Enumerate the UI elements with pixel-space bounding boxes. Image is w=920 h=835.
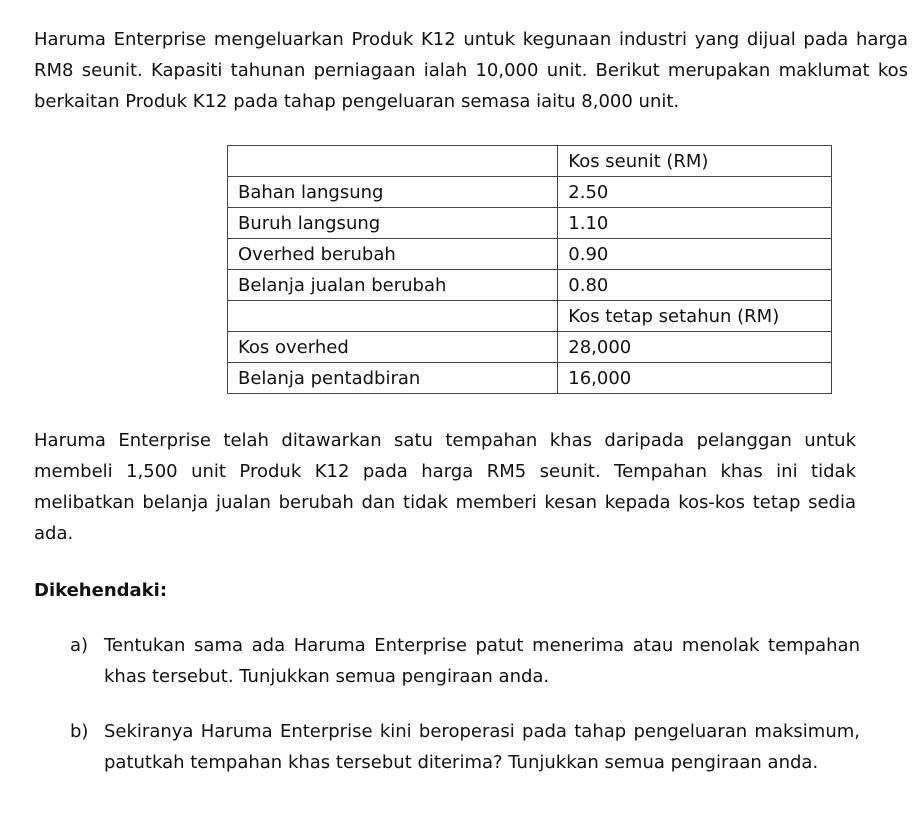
question-a [70, 630, 860, 692]
header-unit-cost: Kos seunit (RM) [558, 146, 832, 177]
question-text: Tentukan sama ada Haruma Enterprise patut menerima atau menolak tempahan khas tersebut. Tunjukkan semua pengiraan anda. [104, 635, 860, 687]
row-label: Overhed berubah [228, 239, 558, 270]
table-row [228, 363, 832, 394]
intro-paragraph: Haruma Enterprise mengeluarkan Produk K12 untuk kegunaan industri yang dijual pada harga RM8 seunit. Kapasiti tahunan perniagaan ialah 10,000 unit. Berikut merupakan maklumat kos berkaitan Produk K12 pada tahap pengeluaran semasa iaitu 8,000 unit. [34, 29, 908, 112]
question-b [70, 716, 860, 778]
row-label: Kos overhed [228, 332, 558, 363]
row-label: Buruh langsung [228, 208, 558, 239]
cost-table [227, 145, 832, 394]
row-label: Belanja pentadbiran [228, 363, 558, 394]
row-label: Bahan langsung [228, 177, 558, 208]
table-row [228, 239, 832, 270]
table-header-row [228, 146, 832, 177]
table-row [228, 208, 832, 239]
row-value: 28,000 [558, 332, 832, 363]
row-value: 2.50 [558, 177, 832, 208]
row-value: 16,000 [558, 363, 832, 394]
offer-paragraph: Haruma Enterprise telah ditawarkan satu tempahan khas daripada pelanggan untuk membeli 1,500 unit Produk K12 pada harga RM5 seunit. Tempahan khas ini tidak melibatkan belanja jualan berubah dan tidak memberi kesan kepada kos-kos tetap sedia ada. [34, 430, 856, 544]
table-row [228, 270, 832, 301]
table-cell-empty [228, 146, 558, 177]
table-header-row [228, 301, 832, 332]
row-value: 0.80 [558, 270, 832, 301]
table-row [228, 332, 832, 363]
question-label: b) [70, 721, 89, 742]
table-row [228, 177, 832, 208]
row-label: Belanja jualan berubah [228, 270, 558, 301]
header-fixed-cost: Kos tetap setahun (RM) [558, 301, 832, 332]
row-value: 1.10 [558, 208, 832, 239]
question-text: Sekiranya Haruma Enterprise kini beroperasi pada tahap pengeluaran maksimum, patutkah tempahan khas tersebut diterima? Tunjukkan semua pengiraan anda. [104, 721, 860, 773]
row-value: 0.90 [558, 239, 832, 270]
question-label: a) [70, 635, 89, 656]
requirements-heading: Dikehendaki: [34, 580, 168, 601]
table-cell-empty [228, 301, 558, 332]
